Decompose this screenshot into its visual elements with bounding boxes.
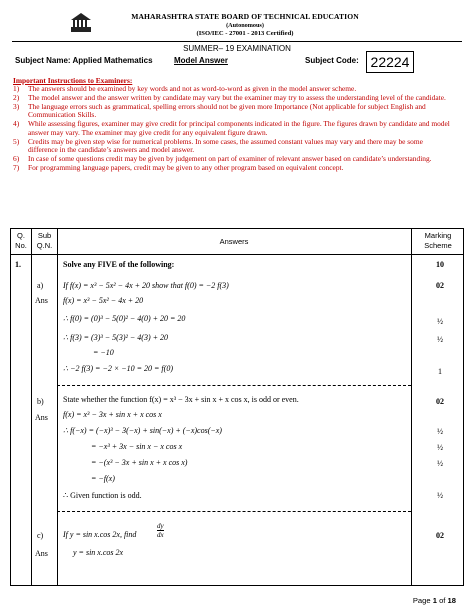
step-mark: ½: [437, 427, 443, 436]
marks-a: 02: [436, 281, 444, 290]
instruction-item: 1) The answers should be examined by key words and not as word-to-word as given in the model answer scheme.: [13, 84, 357, 93]
ans-label-b: Ans: [35, 413, 48, 422]
answer-b-line: = −(x³ − 3x + sin x + x cos x): [91, 458, 188, 467]
answer-b-line: ∴ f(−x) = (−x)³ − 3(−x) + sin(−x) + (−x)cos(−x): [63, 426, 222, 435]
step-mark: ½: [437, 335, 443, 344]
sub-label-a: a): [37, 281, 44, 290]
instruction-item: 3) The language errors such as grammatical, spelling errors should not be given more Importance (Not applicable for subject English and Communication Skills.: [13, 101, 426, 120]
step-mark: ½: [437, 317, 443, 326]
answer-a-line: ∴ f(0) = (0)³ − 5(0)² − 4(0) + 20 = 20: [63, 314, 186, 323]
answer-b-line: ∴ Given function is odd.: [63, 491, 142, 500]
separator: [57, 511, 411, 512]
step-mark: ½: [437, 491, 443, 500]
step-mark: ½: [437, 443, 443, 452]
ans-label-c: Ans: [35, 549, 48, 558]
answer-a-line: If f(x) = x³ − 5x² − 4x + 20 show that f(0) = −2 f(3): [63, 281, 229, 290]
answer-c-line: If y = sin x.cos 2x, find: [63, 530, 137, 539]
header-answers: Answers: [219, 237, 249, 246]
question-title: Solve any FIVE of the following:: [63, 260, 175, 269]
derivative-denominator: dx: [157, 531, 164, 539]
header-rule: [12, 41, 462, 42]
answer-a-line: f(x) = x³ − 5x² − 4x + 20: [63, 296, 144, 305]
instructions-list: [13, 85, 453, 173]
subject-name: Subject Name: Applied Mathematics: [15, 56, 153, 65]
instruction-item: 4) While assessing figures, examiner may give credit for principal components indicated in the figure. The figures drawn by candidate and model answer may vary. The examiner may give credit for any equivalent figure drawn.: [13, 119, 450, 137]
answer-b-line: f(x) = x³ − 3x + sin x + x cos x: [63, 410, 162, 419]
model-answer-label: Model Answer: [174, 56, 228, 65]
subject-code-label: Subject Code:: [305, 56, 359, 65]
step-mark: ½: [437, 459, 443, 468]
ans-label-a: Ans: [35, 296, 48, 305]
exam-title: SUMMER– 19 EXAMINATION: [183, 44, 291, 53]
question-number: 1.: [15, 260, 21, 269]
header-q-no: Q. No.: [15, 231, 27, 250]
iso-label: (ISO/IEC - 27001 - 2013 Certified): [196, 30, 294, 37]
header-marking-scheme: Marking Scheme: [424, 231, 452, 250]
answer-table: [10, 228, 464, 586]
answer-a-line: ∴ −2 f(3) = −2 × −10 = 20 = f(0): [63, 364, 173, 373]
answer-a-line: ∴ f(3) = (3)³ − 5(3)² − 4(3) + 20: [63, 333, 169, 342]
page-footer: Page 1 of 18: [412, 596, 456, 605]
marks-b: 02: [436, 397, 444, 406]
answer-b-line: = −f(x): [91, 474, 115, 483]
separator: [57, 385, 411, 386]
answer-a-line: = −10: [93, 348, 114, 357]
sub-label-c: c): [37, 531, 44, 540]
msbte-logo: [70, 12, 92, 34]
autonomous-label: (Autonomous): [226, 22, 264, 29]
sub-label-b: b): [37, 397, 44, 406]
board-name: MAHARASHTRA STATE BOARD OF TECHNICAL EDUCATION: [131, 12, 359, 21]
derivative-numerator: dy: [157, 522, 164, 530]
answer-b-line: State whether the function f(x) = x³ − 3x + sin x + x cos x, is odd or even.: [63, 395, 299, 404]
instruction-item: 7) For programming language papers, credit may be given to any other program based on equivalent concept.: [13, 162, 344, 172]
answer-b-line: = −x³ + 3x − sin x − x cos x: [91, 442, 183, 451]
answer-c-line: y = sin x.cos 2x: [73, 548, 124, 557]
header-sub-qn: Sub Q.N.: [36, 231, 53, 250]
subject-code: 22224: [366, 51, 414, 73]
instructions-title: Important Instructions to Examiners:: [13, 76, 133, 85]
instruction-item: 6) In case of some questions credit may be given by judgement on part of examiner of relevant answer based on candidate’s understanding.: [13, 154, 432, 163]
question-marks: 10: [436, 260, 444, 269]
step-mark: 1: [438, 367, 442, 376]
instruction-item: 5) Credits may be given step wise for numerical problems. In some cases, the assumed constant values may vary and there may be some difference in the candidate’s answers and model answer.: [13, 136, 423, 155]
marks-c: 02: [436, 531, 444, 540]
instruction-item: 2) The model answer and the answer written by candidate may vary but the examiner may try to assess the understanding level of the candidate.: [13, 92, 446, 102]
